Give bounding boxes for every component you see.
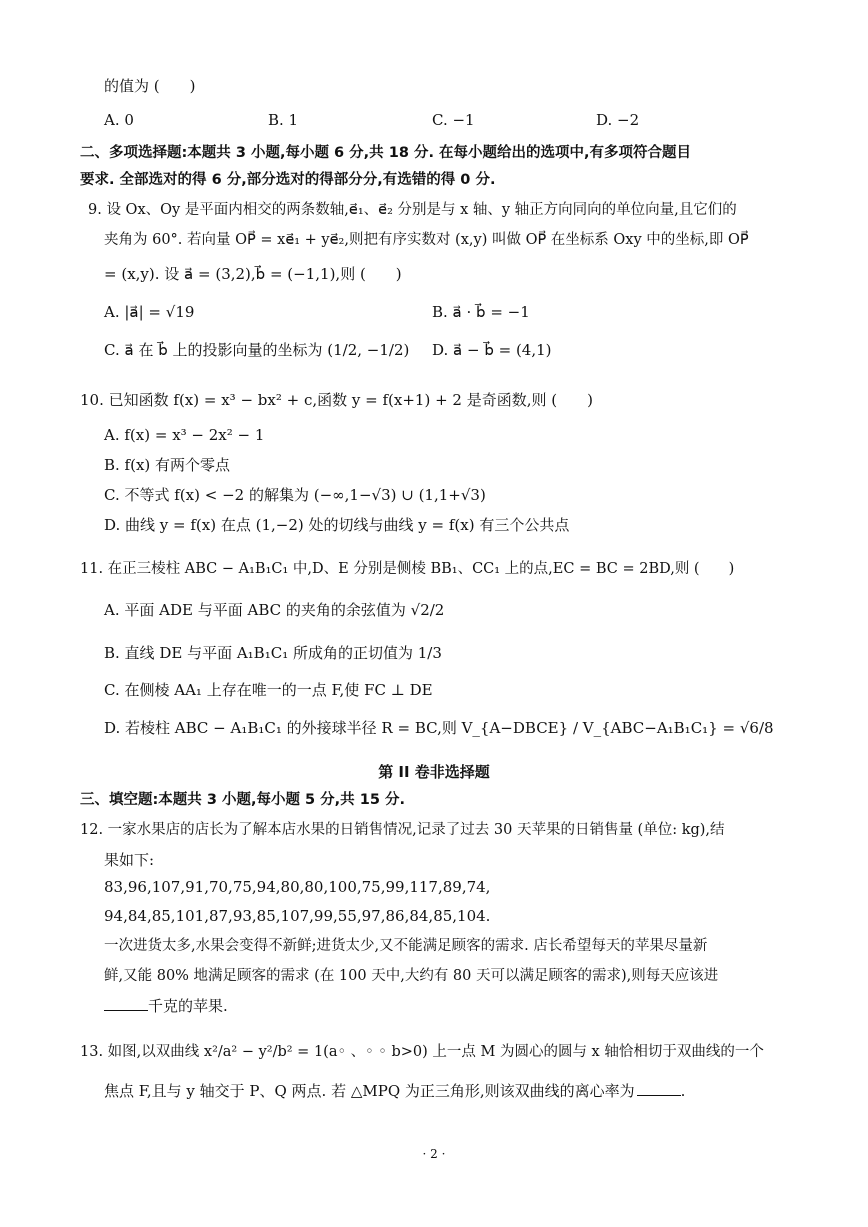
- answer-blank[interactable]: [637, 1081, 681, 1096]
- q13-line1: 13. 如图,以双曲线 x²/a² − y²/b² = 1(a◦ 、◦ ◦ b>0) 上一点 M 为圆心的圆与 x 轴恰相切于双曲线的一个: [80, 1044, 764, 1060]
- q13-line2-wrap: [104, 1081, 685, 1101]
- q12-data-row2: 94,84,85,101,87,93,85,107,99,55,97,86,84,85,104.: [104, 907, 491, 925]
- section3-header: 三、填空题:本题共 3 小题,每小题 5 分,共 15 分.: [80, 792, 405, 808]
- q12-line2: 果如下:: [104, 851, 155, 869]
- section2-header-line2: 要求. 全部选对的得 6 分,部分选对的得部分分,有选错的得 0 分.: [80, 172, 496, 188]
- q11-option-a: A. 平面 ADE 与平面 ABC 的夹角的余弦值为 √2/2: [104, 601, 445, 619]
- q10-option-a: A. f(x) = x³ − 2x² − 1: [104, 426, 265, 444]
- q11-option-b: B. 直线 DE 与平面 A₁B₁C₁ 所成角的正切值为 1/3: [104, 644, 442, 662]
- page-number: · 2 ·: [422, 1147, 446, 1161]
- q9-option-b: B. a⃗ · b⃗ = −1: [432, 303, 530, 321]
- answer-blank[interactable]: [104, 996, 148, 1011]
- q12-line5: 千克的苹果.: [148, 997, 228, 1015]
- q8-option-c: C. −1: [432, 111, 475, 129]
- q8-option-d: D. −2: [596, 111, 640, 129]
- q10-option-c: C. 不等式 f(x) < −2 的解集为 (−∞,1−√3) ∪ (1,1+√3): [104, 486, 486, 504]
- q12-line1: 12. 一家水果店的店长为了解本店水果的日销售情况,记录了过去 30 天苹果的日销售量 (单位: kg),结: [80, 822, 725, 838]
- q9-line3: = (x,y). 设 a⃗ = (3,2),b⃗ = (−1,1),则 ( ): [104, 265, 402, 283]
- q12-data-row1: 83,96,107,91,70,75,94,80,80,100,75,99,117,89,74,: [104, 878, 491, 896]
- q9-line2: 夹角为 60°. 若向量 OP⃗ = xe⃗₁ + ye⃗₂,则把有序实数对 (x,y) 叫做 OP⃗ 在坐标系 Oxy 中的坐标,即 OP⃗: [104, 232, 749, 248]
- q8-option-b: B. 1: [268, 111, 299, 129]
- q13-line2: 焦点 F,且与 y 轴交于 P、Q 两点. 若 △MPQ 为正三角形,则该双曲线的离心率为: [104, 1082, 635, 1100]
- q9-option-a: A. |a⃗| = √19: [104, 303, 195, 321]
- q13-line2-end: .: [680, 1082, 686, 1100]
- q10-option-d: D. 曲线 y = f(x) 在点 (1,−2) 处的切线与曲线 y = f(x) 有三个公共点: [104, 516, 570, 534]
- section2-header-line1: 二、多项选择题:本题共 3 小题,每小题 6 分,共 18 分. 在每小题给出的选项中,有多项符合题目: [80, 145, 692, 161]
- q10-stem: 10. 已知函数 f(x) = x³ − bx² + c,函数 y = f(x+1) + 2 是奇函数,则 ( ): [80, 391, 593, 409]
- q11-option-c: C. 在侧棱 AA₁ 上存在唯一的一点 F,使 FC ⊥ DE: [104, 681, 433, 699]
- q12-line3: 一次进货太多,水果会变得不新鲜;进货太少,又不能满足顾客的需求. 店长希望每天的苹果尽量新: [104, 938, 708, 954]
- q8-option-a: A. 0: [104, 111, 134, 129]
- q11-stem: 11. 在正三棱柱 ABC − A₁B₁C₁ 中,D、E 分别是侧棱 BB₁、CC₁ 上的点,EC = BC = 2BD,则 ( ): [80, 561, 735, 577]
- q12-line4: 鲜,又能 80% 地满足顾客的需求 (在 100 天中,大约有 80 天可以满足顾客的需求),则每天应该进: [104, 968, 719, 984]
- part2-title: 第 II 卷非选择题: [378, 763, 490, 781]
- q12-line5-wrap: [104, 996, 228, 1016]
- q11-option-d: D. 若棱柱 ABC − A₁B₁C₁ 的外接球半径 R = BC,则 V_{A−DBCE} / V_{ABC−A₁B₁C₁} = √6/8: [104, 719, 774, 737]
- q8-stem-tail: 的值为 ( ): [104, 77, 196, 95]
- q9-option-c: C. a⃗ 在 b⃗ 上的投影向量的坐标为 (1/2, −1/2): [104, 341, 410, 359]
- q9-option-d: D. a⃗ − b⃗ = (4,1): [432, 341, 552, 359]
- q9-line1: 9. 设 Ox、Oy 是平面内相交的两条数轴,e⃗₁、e⃗₂ 分别是与 x 轴、y 轴正方向同向的单位向量,且它们的: [88, 202, 737, 218]
- q10-option-b: B. f(x) 有两个零点: [104, 456, 231, 474]
